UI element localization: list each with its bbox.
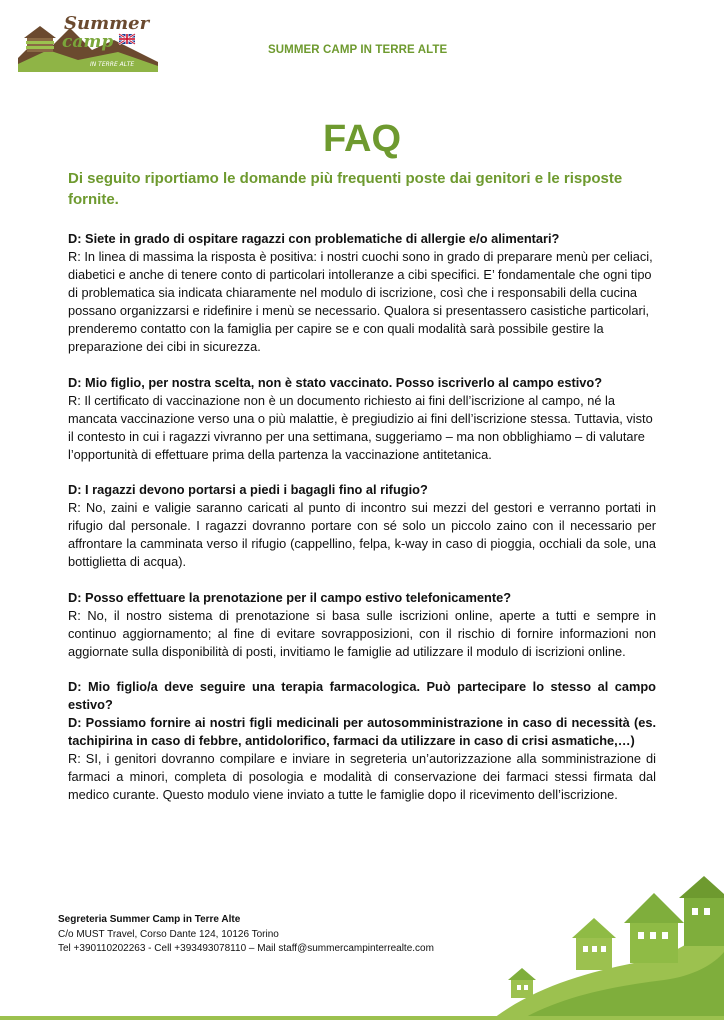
uk-flag-icon xyxy=(119,34,135,44)
footer xyxy=(58,913,434,957)
logo-text-summer: Summer xyxy=(64,13,150,34)
faq-item xyxy=(68,374,656,464)
faq-question: D: Mio figlio/a deve seguire una terapia farmacologica. Può partecipare lo stesso al campo estivo? xyxy=(68,679,656,712)
faq-question: D: I ragazzi devono portarsi a piedi i bagagli fino al rifugio? xyxy=(68,482,428,497)
logo-text-camp: camp xyxy=(62,32,114,52)
faq-item xyxy=(68,481,656,571)
footer-title: Segreteria Summer Camp in Terre Alte xyxy=(58,914,241,925)
faq-question: D: Siete in grado di ospitare ragazzi con problematiche di allergie e/o alimentari? xyxy=(68,231,560,246)
logo-text-terre-alte: IN TERRE ALTE xyxy=(90,61,135,68)
faq-answer: R: Il certificato di vaccinazione non è un documento richiesto ai fini dell’iscrizione al campo, né la mancata vaccinazione verso una o più malattie, è pregiudizio ai fini dell’iscrizione stessa. Tuttavia, visto il contesto in cui i ragazzi vivranno per una settimana, suggeriamo – ma non obblighiamo – di valutare l’opportunità di effettuare prima della partenza la vaccinazione antitetanica. xyxy=(68,392,653,462)
faq-question: D: Mio figlio, per nostra scelta, non è stato vaccinato. Posso iscriverlo al campo estivo? xyxy=(68,374,603,390)
faq-answer: R: In linea di massima la risposta è positiva: i nostri cuochi sono in grado di preparare menù per celiaci, diabetici e anche di tenere conto di particolari intolleranze a cibi specifici. E’ fondamentale che ogni tipo di problematica sia indicata chiaramente nel modulo di iscrizione, così che i responsabili della cucina possano organizzarsi e ridefinire i menù se necessario. Qualora si presentassero casistiche particolari, prenderemo contatto con la famiglia per capire se e con quali modalità sarà possibile gestire la preparazione dei cibi in sicurezza. xyxy=(68,249,653,354)
bottom-divider xyxy=(0,1016,724,1020)
page-title: FAQ xyxy=(322,118,402,160)
faq-answer: R: No, zaini e valigie saranno caricati al punto di incontro sui mezzi del gestori e verranno portati in rifugio dal personale. I ragazzi dovranno portare con sé solo un piccolo zaino con il necessario per affrontare la camminata verso il rifugio (cappellino, felpa, k-way in caso di pioggia, occhiali da sole, una bottiglietta di acqua). xyxy=(68,500,656,569)
footer-contacts: Tel +390110202263 - Cell +393493078110 – Mail staff@summercampinterrealte.com xyxy=(58,943,434,954)
footer-address: C/o MUST Travel, Corso Dante 124, 10126 Torino xyxy=(58,928,279,940)
header-title: SUMMER CAMP IN TERRE ALTE xyxy=(268,44,448,56)
houses-illustration xyxy=(494,868,724,1018)
faq-question: D: Posso effettuare la prenotazione per il campo estivo telefonicamente? xyxy=(68,589,512,605)
faq-item xyxy=(68,589,656,661)
faq-item xyxy=(68,678,656,804)
summer-camp-logo xyxy=(18,10,158,72)
intro-text: Di seguito riportiamo le domande più frequenti poste dai genitori e le risposte fornite. xyxy=(68,170,623,208)
faq-list xyxy=(68,230,656,822)
faq-answer: R: SI, i genitori dovranno compilare e inviare in segreteria un’autorizzazione alla somministrazione di farmaci a minori, completa di posologia e modalità di conservazione dei farmaci stessi firmata dal medico curante. Questo modulo viene inviato a tutte le famiglie dopo il ricevimento dell’iscrizione. xyxy=(68,751,656,802)
faq-item xyxy=(68,230,656,356)
faq-answer: R: No, il nostro sistema di prenotazione si basa sulle iscrizioni online, aperte a tutti e sempre in continuo aggiornamento; al fine di evitare sovrapposizioni, con il rischio di fornire informazioni non aggiornate sulla disponibilità di posti, invitiamo le famiglie ad utilizzare il modulo di iscrizioni online. xyxy=(68,607,656,659)
faq-question-secondary: D: Possiamo fornire ai nostri figli medicinali per autosomministrazione in caso di necessità (es. tachipirina in caso di febbre, antidolorifico, farmaci da utilizzare in caso di crisi asmatiche,…) xyxy=(68,715,656,748)
